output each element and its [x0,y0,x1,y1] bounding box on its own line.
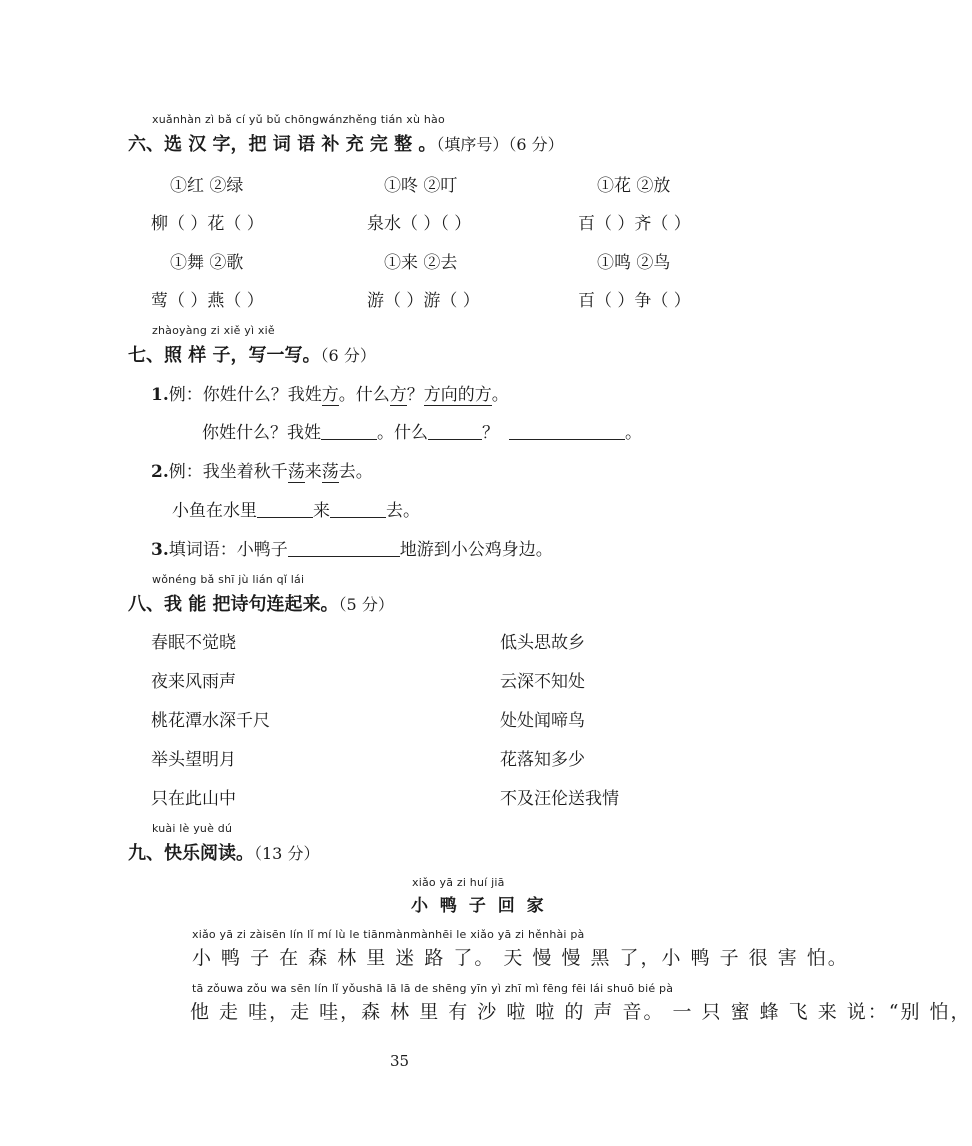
sec7-q3 [151,535,553,560]
q2-line-text-b: 来 [313,501,330,521]
sec7-heading [128,341,376,367]
answer-blank[interactable] [288,540,400,557]
poem-left-line[interactable]: 春眠不觉晓 [151,633,236,653]
q1-number: 1. [151,385,169,405]
sec6-item: 莺（ ）燕（ ） [151,291,264,311]
poem-right-line[interactable]: 不及汪伦送我情 [500,789,619,809]
answer-blank[interactable] [257,501,313,518]
q1-underlined-b: 方 [389,385,407,405]
sec7-q2-answer-line [172,496,420,521]
sec6-item: 泉水（ ）（ ） [367,214,472,234]
q2-text-e: 去。 [338,462,373,482]
story-p1-pinyin: xiǎo yā zi zàisēn lín lǐ mí lù le tiānmànmànhēi le xiǎo yā zi hěnhài pà [192,928,585,941]
sec7-q2-example [151,457,373,482]
poem-right-line[interactable]: 云深不知处 [500,672,585,692]
q1-text-a: 例：你姓什么？我姓 [168,385,322,405]
sec6-option: ①舞 ②歌 [170,253,244,273]
sec9-heading [128,839,319,865]
q2-text-c: 来 [304,462,322,482]
q1-text-c: 。什么 [338,385,390,405]
q3-number: 3. [151,540,169,560]
sec6-option: ①鸣 ②鸟 [597,253,671,273]
sec7-q1-example [151,380,509,405]
answer-blank[interactable] [509,423,625,440]
sec8-pinyin: wǒnéng bǎ shī jù lián qǐ lái [152,573,305,586]
story-title-pinyin: xiǎo yā zi huí jiā [412,876,505,889]
q1-line-text-a: 你姓什么？我姓 [202,423,321,443]
q1-text-g: 。 [491,385,509,405]
story-p2-pinyin: tā zǒuwa zǒu wa sēn lín lǐ yǒushā lā lā de shēng yīn yì zhī mì fēng fēi lái shuō bié pà [192,982,674,995]
q1-underlined-a: 方 [321,385,339,405]
q1-text-e: ？ [406,385,424,405]
sec6-item: 柳（ ）花（ ） [151,214,264,234]
sec7-q1-answer-line [202,418,642,443]
q2-text-a: 例：我坐着秋千 [168,462,288,482]
sec6-item: 游（ ）游（ ） [367,291,480,311]
sec6-option: ①来 ②去 [384,253,458,273]
poem-left-line[interactable]: 夜来风雨声 [151,672,236,692]
answer-blank[interactable] [321,423,377,440]
story-paragraph-2: 他 走 哇，走 哇，森 林 里 有 沙 啦 啦 的 声 音。 一 只 蜜 蜂 飞 来 说：“别 怕， [190,1001,972,1023]
sec8-note: （5 分） [338,595,394,614]
answer-blank[interactable] [428,423,482,440]
poem-right-line[interactable]: 低头思故乡 [500,633,585,653]
q2-underlined-a: 荡 [287,462,305,482]
sec8-title: 八、我 能 把诗句连起来。 [128,594,339,615]
poem-left-line[interactable]: 举头望明月 [151,750,236,770]
sec8-heading [128,590,394,616]
sec6-item: 百（ ）争（ ） [578,291,691,311]
sec7-title: 七、照 样 子，写一写。 [128,345,321,366]
page-number: 35 [390,1052,410,1070]
q2-underlined-b: 荡 [321,462,339,482]
poem-left-line[interactable]: 只在此山中 [151,789,236,809]
q2-line-text-a: 小鱼在水里 [172,501,257,521]
sec6-title: 六、选 汉 字，把 词 语 补 充 完 整 。 [128,134,437,155]
answer-blank[interactable] [330,501,386,518]
q3-text-a: 填词语：小鸭子 [168,540,288,560]
sec6-note: （填序号）（6 分） [436,135,564,154]
sec6-pinyin: xuǎnhàn zì bǎ cí yǔ bǔ chōngwánzhěng tián xù hào [152,113,445,126]
sec9-pinyin: kuài lè yuè dú [152,822,233,835]
q1-underlined-c: 方向的方 [423,385,492,405]
sec7-pinyin: zhàoyàng zi xiě yì xiě [152,324,275,337]
q3-text-b: 地游到小公鸡身边。 [399,540,553,560]
sec6-option: ①红 ②绿 [170,176,244,196]
sec9-title: 九、快乐阅读。 [128,843,254,864]
sec6-heading [128,130,564,156]
q1-line-text-c: ？ [482,423,499,443]
sec6-option: ①花 ②放 [597,176,671,196]
sec6-option: ①咚 ②叮 [384,176,458,196]
sec7-note: （6 分） [320,346,376,365]
q1-line-text-d: 。 [625,423,642,443]
sec6-item: 百（ ）齐（ ） [578,214,691,234]
poem-left-line[interactable]: 桃花潭水深千尺 [151,711,270,731]
story-title: 小 鸭 子 回 家 [411,896,547,916]
poem-right-line[interactable]: 花落知多少 [500,750,585,770]
q2-line-text-c: 去。 [386,501,420,521]
q2-number: 2. [151,462,169,482]
sec9-note: （13 分） [254,844,320,863]
poem-right-line[interactable]: 处处闻啼鸟 [500,711,585,731]
q1-line-text-b: 。什么 [377,423,428,443]
story-paragraph-1: 小 鸭 子 在 森 林 里 迷 路 了。 天 慢 慢 黑 了，小 鸭 子 很 害 怕。 [192,947,849,969]
